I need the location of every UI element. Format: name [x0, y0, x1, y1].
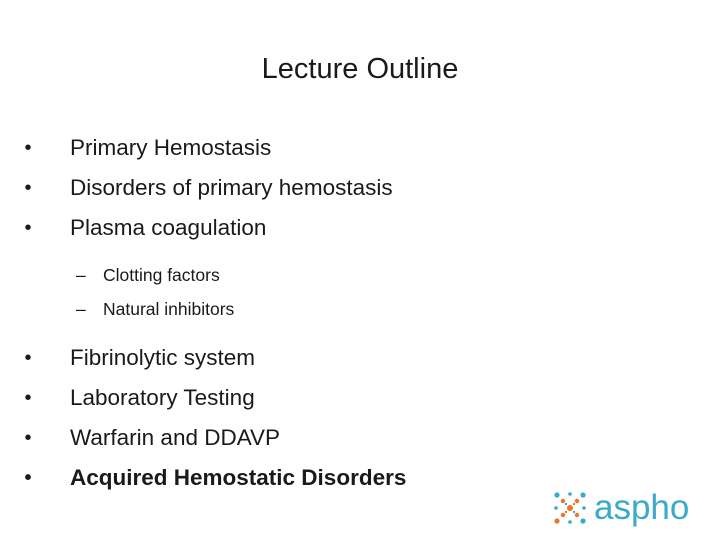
bullet-marker: • — [24, 177, 32, 199]
bullet-marker: • — [24, 427, 32, 449]
list-item-text: Primary Hemostasis — [70, 135, 272, 160]
list-item-text: Warfarin and DDAVP — [70, 425, 281, 450]
bullet-marker: • — [24, 467, 32, 489]
bullet-marker: • — [24, 347, 32, 369]
logo-dot — [554, 492, 559, 497]
aspho-logo — [552, 486, 689, 530]
list-item — [18, 128, 406, 168]
logo-dot — [554, 506, 558, 510]
sub-bullet-marker: – — [76, 299, 86, 319]
list-item-text: Laboratory Testing — [70, 385, 255, 410]
bullet-marker: • — [24, 217, 32, 239]
list-item-text: Fibrinolytic system — [70, 345, 256, 370]
logo-dot — [554, 518, 559, 523]
logo-dot — [565, 503, 567, 505]
logo-dot — [565, 511, 567, 513]
logo-dot — [575, 499, 579, 503]
list-item — [18, 338, 406, 378]
list-item-text: Disorders of primary hemostasis — [70, 175, 393, 200]
logo-dot — [568, 492, 572, 496]
logo-dot — [561, 513, 565, 517]
list-item — [18, 458, 406, 498]
list-item — [18, 418, 406, 458]
sub-list-item-text: Natural inhibitors — [103, 299, 235, 319]
list-item-text: Plasma coagulation — [70, 215, 267, 240]
logo-dot — [573, 511, 575, 513]
logo-dot — [573, 503, 575, 505]
outline-list — [18, 128, 406, 498]
sub-list — [18, 248, 406, 338]
sub-list-container — [18, 248, 406, 338]
bullet-marker: • — [24, 137, 32, 159]
logo-dot — [580, 518, 585, 523]
logo-dot — [575, 513, 579, 517]
logo-dot — [582, 506, 586, 510]
list-item — [18, 168, 406, 208]
list-item — [18, 378, 406, 418]
slide-title: Lecture Outline — [261, 53, 459, 85]
logo-text: aspho — [594, 488, 690, 527]
logo-dot — [580, 492, 585, 497]
sub-list-item-text: Clotting factors — [103, 265, 220, 285]
bullet-marker: • — [24, 387, 32, 409]
logo-dot — [568, 520, 572, 524]
logo-dot — [561, 499, 565, 503]
logo-dot — [567, 505, 573, 511]
molecule-logo-icon — [552, 490, 588, 526]
sub-bullet-marker: – — [76, 265, 86, 285]
list-item — [18, 208, 406, 248]
sub-list-item — [18, 292, 406, 326]
list-item-text: Acquired Hemostatic Disorders — [70, 465, 407, 490]
sub-list-item — [18, 258, 406, 292]
